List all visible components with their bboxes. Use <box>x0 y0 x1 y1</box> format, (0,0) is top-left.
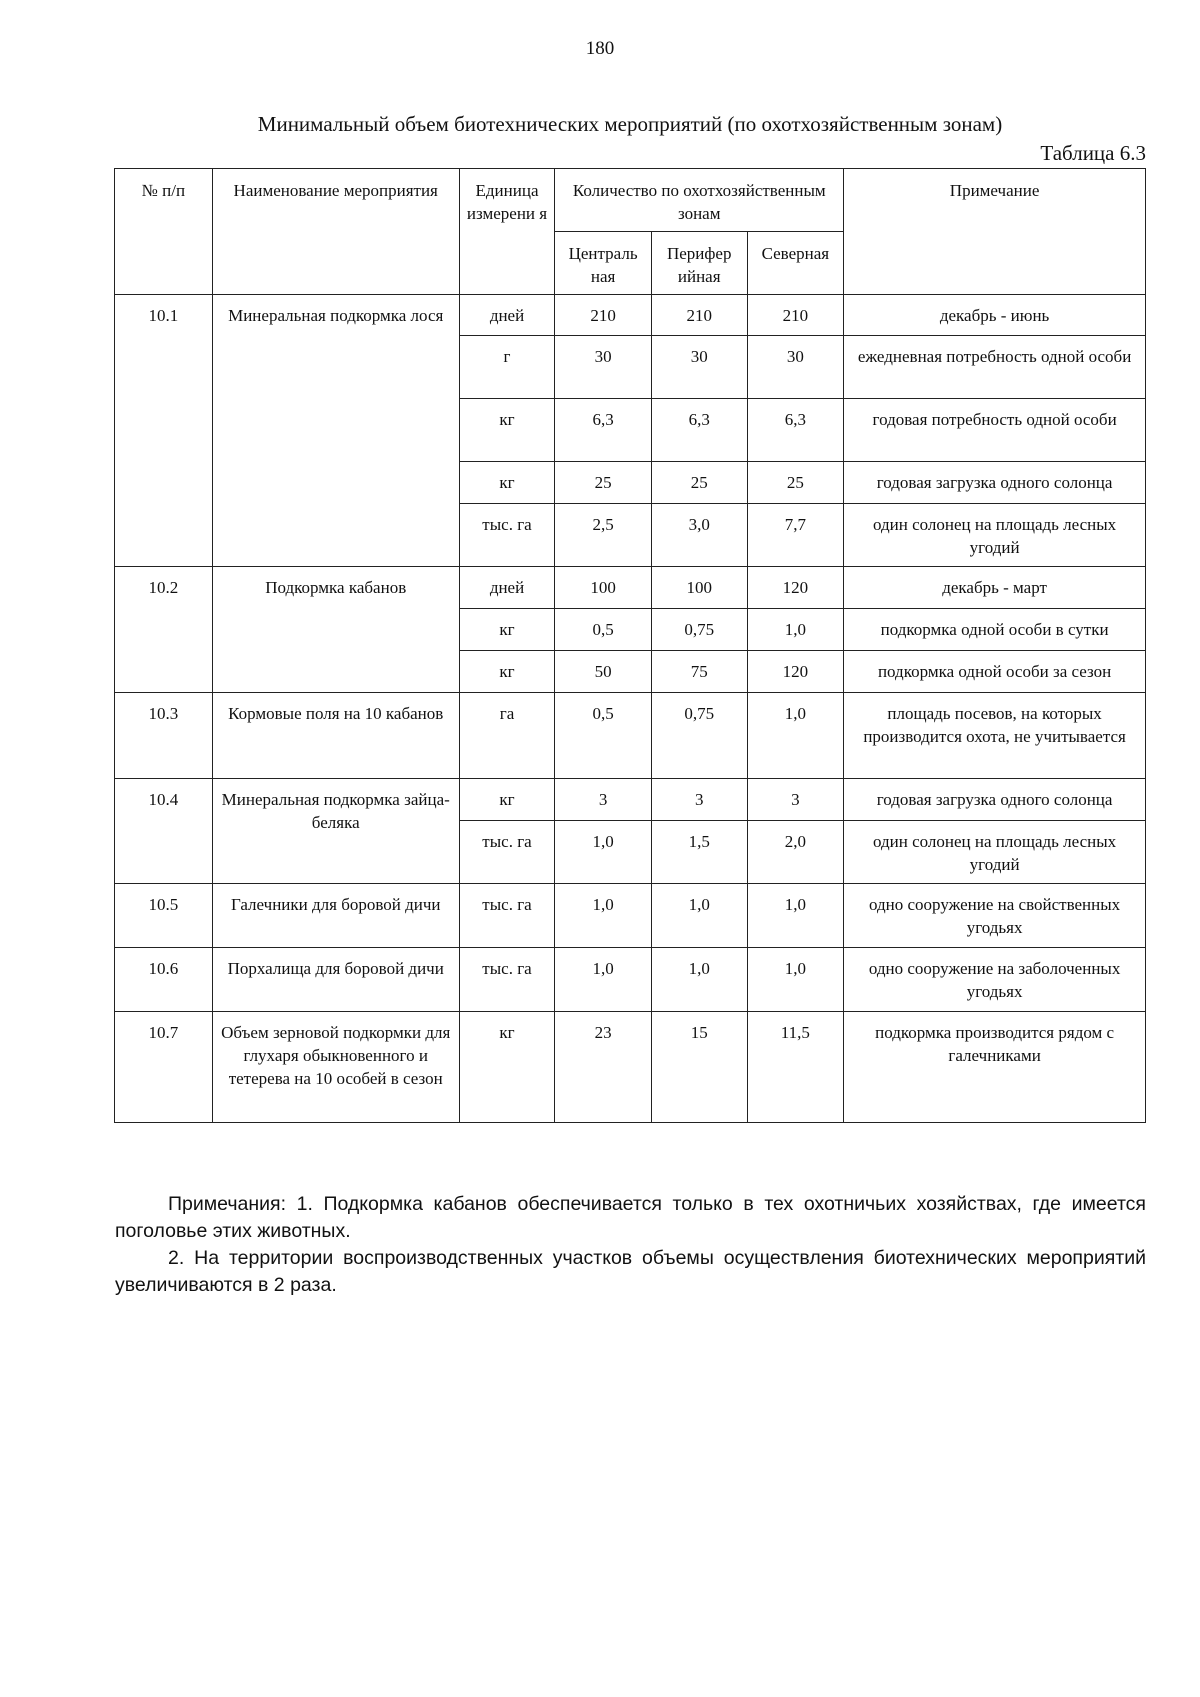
peripheral-value: 3 <box>651 779 747 821</box>
peripheral-value: 15 <box>651 1012 747 1123</box>
note-cell: годовая загрузка одного солонца <box>844 462 1146 504</box>
table-notes <box>115 1191 1146 1299</box>
measure-name: Подкормка кабанов <box>212 567 459 693</box>
note-cell: одно сооружение на свойственных угодьях <box>844 884 1146 948</box>
central-value: 3 <box>555 779 652 821</box>
row-number: 10.5 <box>115 884 213 948</box>
table-label: Таблица 6.3 <box>1040 141 1146 165</box>
measure-name: Галечники для боровой дичи <box>212 884 459 948</box>
unit-cell: тыс. га <box>459 884 555 948</box>
note-cell: ежедневная потребность одной особи <box>844 336 1146 399</box>
northern-value: 3 <box>747 779 844 821</box>
table-row <box>115 779 1146 821</box>
unit-cell: дней <box>459 567 555 609</box>
northern-value: 2,0 <box>747 821 844 884</box>
peripheral-value: 6,3 <box>651 399 747 462</box>
row-number: 10.4 <box>115 779 213 884</box>
unit-cell: тыс. га <box>459 504 555 567</box>
page-number: 180 <box>585 38 615 59</box>
peripheral-value: 1,0 <box>651 884 747 948</box>
northern-value: 120 <box>747 567 844 609</box>
northern-value: 25 <box>747 462 844 504</box>
northern-value: 1,0 <box>747 609 844 651</box>
northern-value: 1,0 <box>747 693 844 779</box>
header-number: № п/п <box>115 169 213 295</box>
header-quantity-by-zones: Количество по охотхозяйственным зонам <box>555 169 844 232</box>
peripheral-value: 75 <box>651 651 747 693</box>
northern-value: 6,3 <box>747 399 844 462</box>
central-value: 25 <box>555 462 652 504</box>
header-unit: Единица измерени я <box>459 169 555 295</box>
unit-cell: дней <box>459 295 555 336</box>
biotechnical-measures-table <box>114 168 1146 1123</box>
unit-cell: кг <box>459 609 555 651</box>
central-value: 30 <box>555 336 652 399</box>
unit-cell: кг <box>459 462 555 504</box>
central-value: 1,0 <box>555 884 652 948</box>
measure-name: Объем зерновой подкормки для глухаря обыкновенного и тетерева на 10 особей в сезон <box>212 1012 459 1123</box>
central-value: 2,5 <box>555 504 652 567</box>
unit-cell: га <box>459 693 555 779</box>
northern-value: 7,7 <box>747 504 844 567</box>
note-cell: подкормка одной особи в сутки <box>844 609 1146 651</box>
header-zone-central: Централь ная <box>555 232 652 295</box>
table-row <box>115 693 1146 779</box>
measure-name: Минеральная подкормка лося <box>212 295 459 567</box>
peripheral-value: 1,5 <box>651 821 747 884</box>
peripheral-value: 1,0 <box>651 948 747 1012</box>
header-measure-name: Наименование мероприятия <box>212 169 459 295</box>
northern-value: 120 <box>747 651 844 693</box>
header-note: Примечание <box>844 169 1146 295</box>
measure-name: Порхалища для боровой дичи <box>212 948 459 1012</box>
peripheral-value: 3,0 <box>651 504 747 567</box>
table-row <box>115 295 1146 336</box>
header-zone-peripheral: Перифер ийная <box>651 232 747 295</box>
note-cell: один солонец на площадь лесных угодий <box>844 504 1146 567</box>
row-number: 10.2 <box>115 567 213 693</box>
table-row <box>115 567 1146 609</box>
measure-name: Кормовые поля на 10 кабанов <box>212 693 459 779</box>
central-value: 0,5 <box>555 609 652 651</box>
central-value: 1,0 <box>555 821 652 884</box>
central-value: 100 <box>555 567 652 609</box>
note-cell: одно сооружение на заболоченных угодьях <box>844 948 1146 1012</box>
northern-value: 11,5 <box>747 1012 844 1123</box>
northern-value: 1,0 <box>747 884 844 948</box>
note-cell: декабрь - март <box>844 567 1146 609</box>
table-row <box>115 948 1146 1012</box>
peripheral-value: 100 <box>651 567 747 609</box>
row-number: 10.3 <box>115 693 213 779</box>
central-value: 0,5 <box>555 693 652 779</box>
row-number: 10.7 <box>115 1012 213 1123</box>
unit-cell: кг <box>459 1012 555 1123</box>
note-cell: годовая загрузка одного солонца <box>844 779 1146 821</box>
note-cell: подкормка одной особи за сезон <box>844 651 1146 693</box>
document-title: Минимальный объем биотехнических мероприятий (по охотхозяйственным зонам) <box>257 112 1003 136</box>
peripheral-value: 210 <box>651 295 747 336</box>
note-cell: подкормка производится рядом с галечниками <box>844 1012 1146 1123</box>
row-number: 10.6 <box>115 948 213 1012</box>
central-value: 1,0 <box>555 948 652 1012</box>
measure-name: Минеральная подкормка зайца-беляка <box>212 779 459 884</box>
table-row <box>115 1012 1146 1123</box>
central-value: 50 <box>555 651 652 693</box>
peripheral-value: 0,75 <box>651 693 747 779</box>
unit-cell: кг <box>459 779 555 821</box>
unit-cell: тыс. га <box>459 948 555 1012</box>
northern-value: 30 <box>747 336 844 399</box>
row-number: 10.1 <box>115 295 213 567</box>
unit-cell: кг <box>459 651 555 693</box>
note-cell: площадь посевов, на которых производится охота, не учитывается <box>844 693 1146 779</box>
table-row <box>115 884 1146 948</box>
unit-cell: тыс. га <box>459 821 555 884</box>
note-cell: декабрь - июнь <box>844 295 1146 336</box>
peripheral-value: 30 <box>651 336 747 399</box>
note-cell: годовая потребность одной особи <box>844 399 1146 462</box>
note-paragraph-2: 2. На территории воспроизводственных участков объемы осуществления биотехнических мероприятий увеличиваются в 2 раза. <box>115 1247 1146 1296</box>
note-cell: один солонец на площадь лесных угодий <box>844 821 1146 884</box>
central-value: 210 <box>555 295 652 336</box>
header-zone-northern: Северная <box>747 232 844 295</box>
northern-value: 1,0 <box>747 948 844 1012</box>
note-paragraph-1: Примечания: 1. Подкормка кабанов обеспечивается только в тех охотничьих хозяйствах, где имеется поголовье этих животных. <box>115 1193 1146 1242</box>
central-value: 6,3 <box>555 399 652 462</box>
northern-value: 210 <box>747 295 844 336</box>
unit-cell: г <box>459 336 555 399</box>
central-value: 23 <box>555 1012 652 1123</box>
peripheral-value: 25 <box>651 462 747 504</box>
peripheral-value: 0,75 <box>651 609 747 651</box>
unit-cell: кг <box>459 399 555 462</box>
